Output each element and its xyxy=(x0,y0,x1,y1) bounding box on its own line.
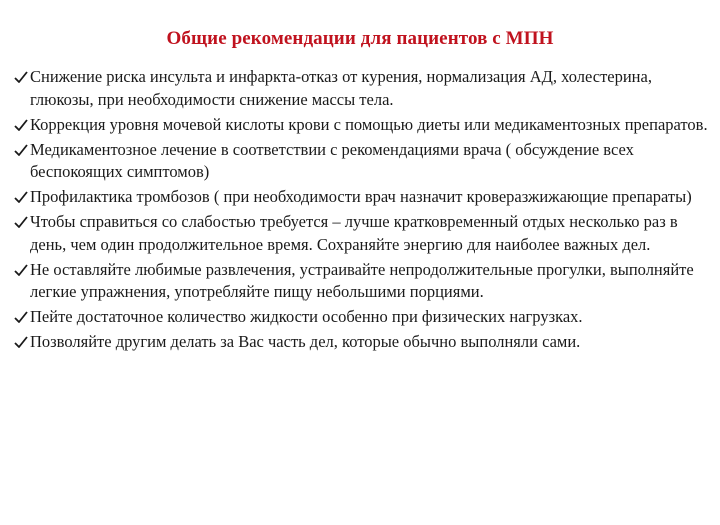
checkmark-icon xyxy=(14,211,30,233)
list-item xyxy=(14,66,714,111)
slide-title: Общие рекомендации для пациентов с МПН xyxy=(166,28,554,49)
list-item xyxy=(14,114,714,137)
list-item-text: Медикаментозное лечение в соответствии с рекомендациями врача ( обсуждение всех беспокоящих симптомов) xyxy=(30,139,634,181)
list-item-text: Пейте достаточное количество жидкости особенно при физических нагрузках. xyxy=(30,307,583,326)
list-item-text: Профилактика тромбозов ( при необходимости врач назначит кроверазжижающие препараты) xyxy=(30,187,692,206)
list-item xyxy=(14,139,714,184)
checkmark-icon xyxy=(14,186,30,208)
list-item xyxy=(14,259,714,304)
list-item xyxy=(14,331,714,354)
list-item-text: Позволяйте другим делать за Вас часть дел, которые обычно выполняли сами. xyxy=(30,332,581,351)
list-item xyxy=(14,186,714,209)
checkmark-icon xyxy=(14,66,30,88)
list-item xyxy=(14,306,714,329)
checkmark-icon xyxy=(14,114,30,136)
checkmark-icon xyxy=(14,139,30,161)
checkmark-icon xyxy=(14,331,30,353)
list-item-text: Чтобы справиться со слабостью требуется – лучше кратковременный отдых несколько раз в день, чем один продолжительное время. Сохраняйте энергию для наиболее важных дел. xyxy=(30,212,678,254)
list-item xyxy=(14,211,714,256)
list-item-text: Снижение риска инсульта и инфаркта-отказ от курения, нормализация АД, холестерина, глюкозы, при необходимости снижение массы тела. xyxy=(30,67,652,109)
list-item-text: Коррекция уровня мочевой кислоты крови с помощью диеты или медикаментозных препаратов. xyxy=(30,114,708,134)
checkmark-icon xyxy=(14,306,30,328)
recommendations-list xyxy=(14,66,714,356)
checkmark-icon xyxy=(14,259,30,281)
list-item-text: Не оставляйте любимые развлечения, устраивайте непродолжительные прогулки, выполняйте легкие упражнения, употребляйте пищу небольшими порциями. xyxy=(30,259,694,301)
